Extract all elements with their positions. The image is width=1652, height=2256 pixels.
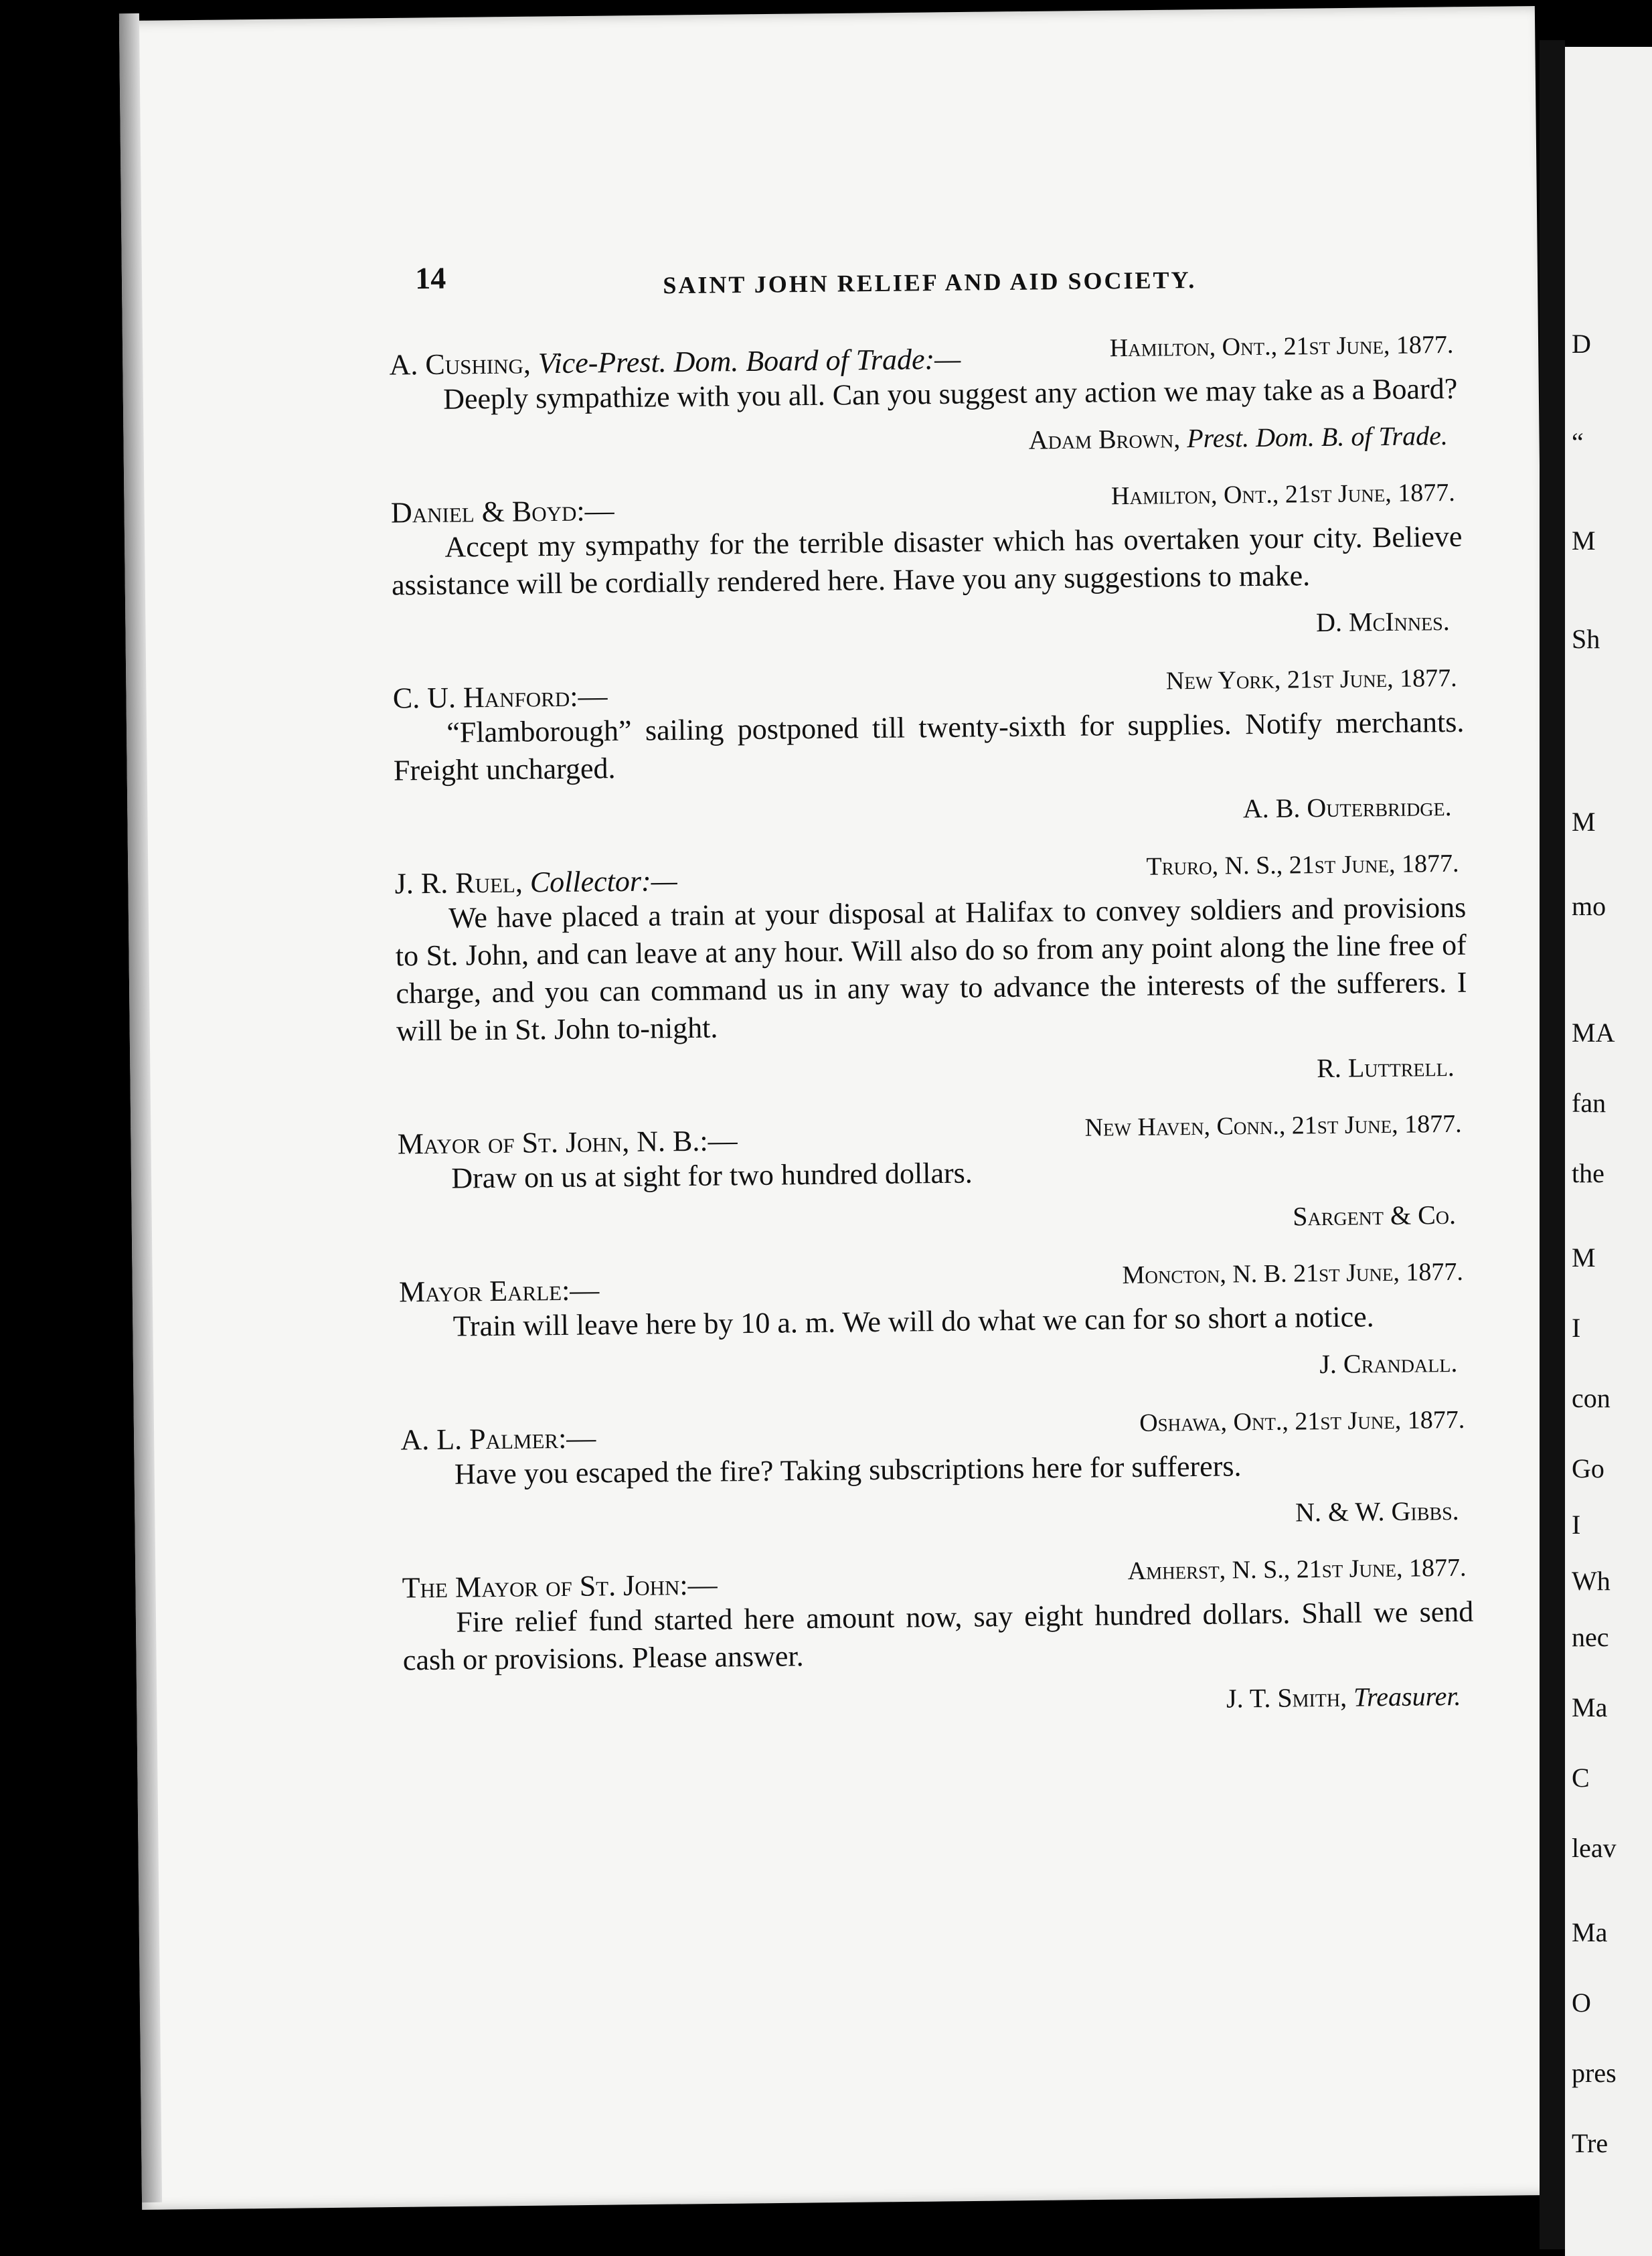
facing-page-text: M	[1572, 525, 1596, 556]
telegram-addressee	[394, 864, 677, 900]
facing-page-text: Tre	[1572, 2127, 1608, 2159]
telegram-addressee	[402, 1568, 717, 1605]
signature-name: A. B. Outerbridge.	[1243, 791, 1452, 823]
page-header	[361, 250, 1460, 315]
book-gutter	[1540, 40, 1565, 2249]
signature-name: Adam Brown,	[1029, 423, 1181, 455]
telegram-addressee	[399, 1273, 600, 1309]
addressee-name: Mayor Earle:—	[399, 1273, 600, 1308]
facing-page-text: pres	[1572, 2057, 1617, 2089]
addressee-name: A. Cushing,	[389, 347, 531, 381]
addressee-name: The Mayor of St. John:—	[402, 1568, 718, 1605]
facing-page-text: mo	[1572, 890, 1606, 922]
facing-page-text: con	[1572, 1382, 1610, 1414]
telegram-body: Train will leave here by 10 a. m. We will do what we can for so short a notice.	[399, 1297, 1470, 1346]
facing-page-text: Ma	[1572, 1917, 1607, 1948]
addressee-role: Vice-Prest. Dom. Board of Trade:—	[531, 343, 961, 380]
telegram-body: “Flamborough” sailing postponed till twenty-sixth for supplies. Notify merchants. Freight uncharged.	[393, 704, 1465, 790]
telegram-entry	[370, 1109, 1469, 1242]
facing-page-text: M	[1572, 806, 1596, 837]
telegram-dateline: Amherst, N. S., 21st June, 1877.	[1127, 1553, 1466, 1586]
telegram-body: Fire relief fund started here amount now, say eight hundred dollars. Shall we send cash or provisions. Please answer.	[402, 1593, 1474, 1680]
facing-page-text: fan	[1572, 1087, 1606, 1119]
facing-page-text: MA	[1572, 1017, 1615, 1048]
telegram-body: Draw on us at sight for two hundred dollars.	[398, 1149, 1469, 1198]
addressee-name: A. L. Palmer:—	[400, 1421, 596, 1456]
facing-page-text: I	[1572, 1312, 1580, 1344]
addressee-role: Collector:—	[523, 864, 677, 898]
page-number: 14	[415, 260, 446, 296]
addressee-name: C. U. Hanford:—	[393, 679, 608, 714]
telegram-dateline: New Haven, Conn., 21st June, 1877.	[1084, 1109, 1461, 1143]
signature-name: R. Luttrell.	[1317, 1052, 1455, 1083]
signature-role: Treasurer.	[1347, 1681, 1461, 1712]
facing-page-text: Sh	[1572, 623, 1600, 655]
facing-page-text: “	[1572, 426, 1584, 458]
signature-name: N. & W. Gibbs.	[1295, 1496, 1459, 1528]
telegram-signature	[371, 1199, 1456, 1242]
telegram-entry	[372, 1257, 1471, 1390]
facing-page-text: leav	[1572, 1832, 1617, 1864]
addressee-name: J. R. Ruel,	[394, 866, 523, 900]
telegram-signature	[367, 791, 1451, 833]
telegram-body: Have you escaped the fire? Taking subscriptions here for sufferers.	[401, 1445, 1472, 1494]
telegram-list	[362, 330, 1475, 1723]
signature-role: Prest. Dom. B. of Trade.	[1180, 420, 1448, 453]
telegram-entry	[365, 663, 1465, 833]
telegram-entry	[367, 849, 1468, 1094]
addressee-name: Daniel & Boyd:—	[391, 494, 614, 529]
telegram-dateline: Moncton, N. B. 21st June, 1877.	[1122, 1257, 1463, 1290]
telegram-signature	[374, 1495, 1459, 1538]
telegram-signature	[363, 420, 1448, 463]
telegram-body: Accept my sympathy for the terrible disaster which has overtaken your city. Believe assistance will be cordially rendered here. Have you any suggestions to make.	[391, 518, 1463, 605]
telegram-addressee	[391, 493, 614, 530]
facing-page-text: Go	[1572, 1453, 1604, 1484]
telegram-dateline: Oshawa, Ont., 21st June, 1877.	[1139, 1405, 1465, 1438]
telegram-signature	[365, 605, 1450, 648]
facing-page-text: the	[1572, 1157, 1604, 1189]
telegram-signature	[370, 1051, 1455, 1094]
addressee-name: Mayor of St. John, N. B.:—	[398, 1124, 738, 1160]
telegram-body: Deeply sympathize with you all. Can you suggest any action we may take as a Board?	[390, 370, 1461, 419]
facing-page-text: M	[1572, 1242, 1596, 1273]
telegram-entry	[375, 1553, 1474, 1723]
signature-name: Sargent & Co.	[1293, 1200, 1456, 1232]
telegram-entry	[374, 1405, 1473, 1538]
telegram-dateline: Truro, N. S., 21st June, 1877.	[1146, 849, 1459, 882]
telegram-entry	[362, 330, 1461, 463]
telegram-addressee	[400, 1421, 596, 1457]
telegram-dateline: New York, 21st June, 1877.	[1166, 663, 1457, 696]
running-title: SAINT JOHN RELIEF AND AID SOCIETY.	[663, 266, 1196, 299]
telegram-addressee	[389, 342, 961, 382]
telegram-addressee	[393, 679, 608, 715]
facing-page-text: I	[1572, 1509, 1580, 1540]
facing-page-text: Ma	[1572, 1692, 1607, 1723]
facing-page-text: nec	[1572, 1621, 1609, 1653]
signature-name: J. T. Smith,	[1226, 1682, 1347, 1714]
facing-page-text: Wh	[1572, 1565, 1610, 1597]
telegram-dateline: Hamilton, Ont., 21st June, 1877.	[1111, 478, 1455, 511]
facing-page-fragment	[1565, 47, 1652, 2256]
telegram-dateline: Hamilton, Ont., 21st June, 1877.	[1110, 330, 1454, 363]
page-content	[361, 250, 1475, 1723]
signature-name: J. Crandall.	[1319, 1348, 1457, 1379]
telegram-addressee	[398, 1123, 738, 1161]
telegram-signature	[373, 1347, 1457, 1390]
facing-page-text: C	[1572, 1762, 1590, 1793]
facing-page-text: O	[1572, 1987, 1591, 2018]
telegram-body: We have placed a train at your disposal at Halifax to convey soldiers and provisions to St. John, and can leave at any hour. Will also do so from any point along the line free of charge, and you can command us in any way to advance the interests of the sufferers. I will be in St. John to-night.	[395, 889, 1467, 1050]
signature-name: D. McInnes.	[1316, 606, 1450, 637]
facing-page-text: D	[1572, 328, 1591, 359]
telegram-entry	[364, 478, 1463, 648]
